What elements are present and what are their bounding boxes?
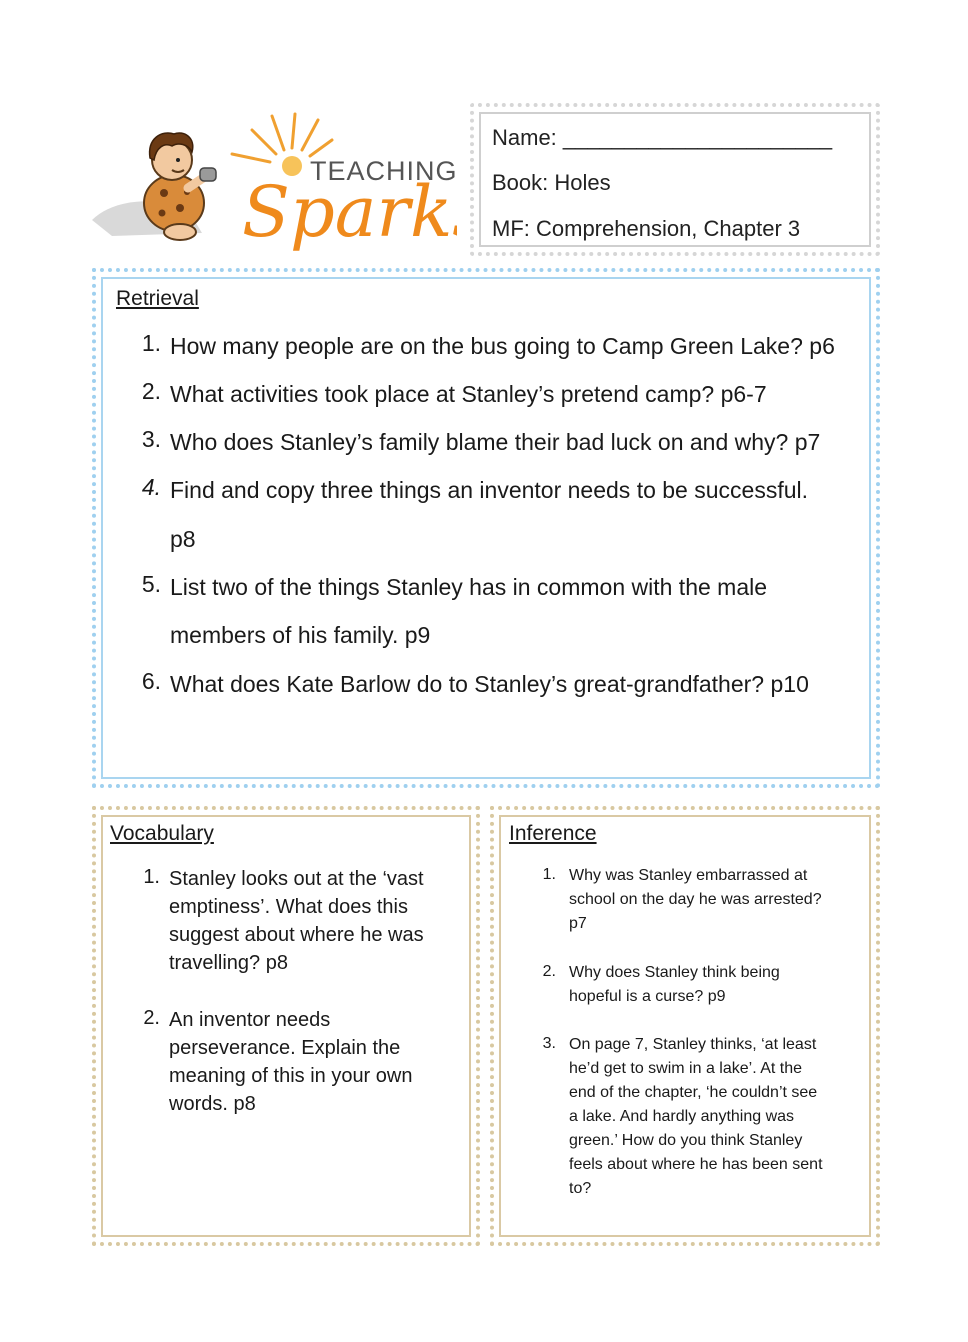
inference-question: On page 7, Stanley thinks, ‘at least he’d get to swim in a lake’. At the end of the chapter, ‘he couldn’t see a lake. And hardly anything was green.’ How do you think Stanley feels about where he has been sent to?: [569, 1036, 823, 1197]
retrieval-question-continued: p8: [170, 526, 196, 552]
question-number: 2.: [542, 963, 556, 980]
vocabulary-question: Stanley looks out at the ‘vast emptiness’. What does this suggest about where he was travelling? p8: [169, 868, 424, 974]
question-number: 5.: [141, 571, 161, 597]
logo-text-teaching: TEACHING: [310, 156, 457, 186]
retrieval-question: How many people are on the bus going to Camp Green Lake? p6: [170, 333, 835, 359]
inference-question: Why does Stanley think being hopeful is a curse? p9: [569, 964, 780, 1005]
logo-text-sparks: Spark: [242, 171, 453, 253]
retrieval-question: What activities took place at Stanley’s pretend camp? p6-7: [170, 381, 767, 407]
retrieval-question: Who does Stanley’s family blame their bad luck on and why? p7: [170, 429, 821, 455]
question-number: 1.: [542, 866, 556, 883]
question-number: 2.: [141, 378, 161, 404]
mf-label: MF: Comprehension, Chapter 3: [492, 216, 801, 241]
vocabulary-question: An inventor needs perseverance. Explain the meaning of this in your own words. p8: [169, 1009, 413, 1115]
question-number: 6.: [141, 668, 161, 694]
retrieval-question: List two of the things Stanley has in common with the male: [170, 574, 768, 600]
inference-heading: Inference: [509, 822, 597, 845]
student-info-box: [470, 103, 880, 256]
question-number: 2.: [143, 1007, 160, 1029]
inference-question: Why was Stanley embarrassed at school on the day he was arrested? p7: [569, 867, 822, 932]
question-number: 3.: [141, 426, 161, 452]
vocabulary-section: [92, 806, 480, 1246]
name-field[interactable]: Name: ______________________: [492, 125, 833, 150]
retrieval-question: What does Kate Barlow do to Stanley’s great-grandfather? p10: [170, 671, 809, 697]
question-number: 1.: [141, 330, 161, 356]
retrieval-section: [92, 268, 880, 788]
question-number: 3.: [542, 1035, 556, 1052]
vocabulary-heading: Vocabulary: [110, 822, 214, 845]
caveman-logo-icon: [92, 108, 457, 258]
retrieval-question-continued: members of his family. p9: [170, 622, 431, 648]
inference-section: [490, 806, 880, 1246]
retrieval-heading: Retrieval: [116, 287, 199, 310]
retrieval-question: Find and copy three things an inventor needs to be successful.: [170, 477, 809, 503]
question-number: 1.: [143, 866, 160, 888]
teaching-sparks-logo: [92, 108, 457, 258]
book-label: Book: Holes: [492, 170, 611, 195]
question-number: 4.: [141, 474, 161, 500]
